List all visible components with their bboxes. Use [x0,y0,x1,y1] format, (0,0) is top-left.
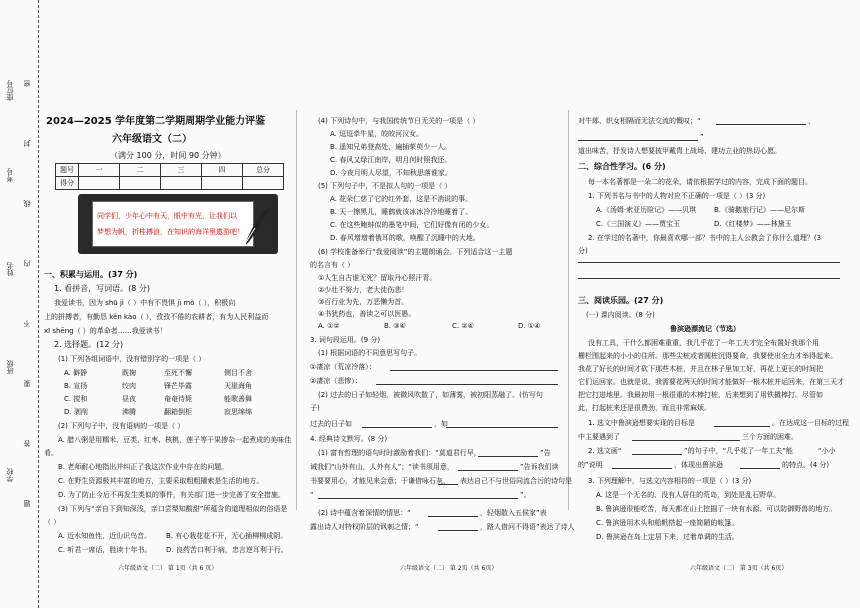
fold-label-2: 封 [23,140,31,147]
answer-line[interactable] [714,426,770,427]
s2-q1-option-b[interactable]: B.《骑鹅旅行记》——尼尔斯 [714,206,806,214]
fold-label-5: 不 [23,320,31,327]
q3-heading: 3. 词句段运用。(9 分) [310,336,381,344]
s2-q2: 2. 在学过的名著中，你最喜欢哪一部？书中的主人公教会了你什么道理？(3 [588,234,822,242]
motto-line-2: 梦想为帆，折桂搏浪，在知识的海洋里遨游吧！ [97,228,244,236]
poem-q3-end: 表达自己不与世俗同流合污的诗句是 [460,477,572,485]
section-3-heading: 三、阅读乐园。(27 分) [578,296,664,305]
option-word: 至死不懈 [164,369,192,377]
q6-choice-c[interactable]: C. ②④ [452,322,474,330]
reading-q2-end: 的特点。(4 分) [782,461,830,469]
exam-meta: （满分 100 分，时间 90 分钟） [110,151,226,160]
option-word: 沸腾 [122,408,136,416]
poem-q1: (1) 富有哲理的语句时时激励着我们：“莫道君行早， [318,449,481,457]
answer-line[interactable] [446,427,558,428]
seat-label: 座位号 [6,80,14,101]
answer-line[interactable] [578,140,698,141]
q6-quote-4: ④书犹药也，善读之可以医愚。 [318,310,416,318]
answer-line[interactable] [438,530,478,531]
answer-line[interactable] [632,454,682,455]
page-footer-1: 六年级语文（二） 第 1页（共 6 页） [118,565,218,572]
col3-top-line-3: 道出味苦，抒发诗人想要披甲戴胄上战场、建功立业的热切心愿。 [578,147,781,155]
exam-subject: 六年级语文（二） [112,134,192,145]
column-divider [568,110,569,510]
poem-q4-open: “ [310,491,314,499]
q6-quote-3: ③百行业为先，万恶懒为首。 [318,298,409,306]
reading-q2-line-2b: ，体现出鲁滨逊 [674,461,723,469]
poem-heading: 4. 经典诗文默写。(8 分) [310,435,388,443]
answer-line[interactable] [716,124,806,125]
q4-option-b[interactable]: B. 遥知兄弟登高处，遍插茱萸少一人。 [330,143,452,151]
q5-option-b[interactable]: B. 天一擦黑儿，睡鹤就该冰冰冷冷地睡着了。 [330,208,473,216]
q6-choice-a[interactable]: A. ①② [318,322,340,330]
name-label: 姓名 [6,262,14,276]
q2-2-option-d[interactable]: D. 为了防止今后不再发生类似的事件，有关部门进一步完善了安全措施。 [58,491,285,499]
q5-option-d[interactable]: D. 春风增增着俄耳的歌，唤醒了沉睡中的大地。 [330,234,480,242]
score-cell: 得分 [56,177,79,190]
score-cell: 总分 [243,164,284,177]
q1-line-1: 我爱读书，因为 shū jì（ ）中有不畏惧 jì mò（ ），积极向 [54,299,236,307]
q4-option-a[interactable]: A. 逗逗牵牛星，皎皎河汉女。 [330,130,424,138]
option-word: 侧目不舍 [224,369,252,377]
passage-line-2: 栅栏围起来的小小的住所。那些尖桩或者圆桩沉得要命，我要使出全力才举得起来。 [578,352,837,360]
answer-line[interactable] [428,516,478,517]
reading-q2: 2. 选文画“ [588,447,622,455]
exam-title: 2024—2025 学年度第二学期周期学业能力评鉴 [46,116,266,127]
reading-q1: 1. 选文中鲁滨逊想要实现的目标是 [588,419,695,427]
q4-option-d[interactable]: D. 今夜月明人尽望，不知秋思落谁家。 [330,169,452,177]
reading-q3-option-a[interactable]: A. 这是一个无名的、没有人居住的荒岛，到处是乱石野草。 [596,491,781,499]
q3-2: (2) 过去的日子如轻烟，被微风吹散了，如薄雾，被初阳蒸融了。(仿写句 [318,391,543,399]
s2-q1: 1. 下列书名与书中的人物对应不正确的一项是（ ）(3 分) [588,192,766,200]
q4-heading: (4) 下列诗句中，与我国传统节日无关的一项是（ ） [318,117,480,125]
poem-q5-end: ，轻烟散入五侯家”表 [480,509,547,517]
section-3-part-1: (一) 课内阅读。(8 分) [586,311,655,319]
page-footer-3: 六年级语文（二） 第 3页（共 6页） [690,565,788,572]
poem-q5: (2) 诗中蕴含着深情的情思：“ [318,509,411,517]
score-cell: 题号 [56,164,79,177]
q2-2-option-a[interactable]: A. 腊八粥是用糯米、豆类、红枣、核桃、莲子等干果掺杂一起煮成的美味佳 [58,436,292,444]
answer-line[interactable] [578,278,840,279]
fold-label-1: 密 [23,80,31,87]
id-label: 考号 [6,168,14,182]
answer-line[interactable] [632,440,740,441]
q2-1-option-a[interactable]: A. 僻静 [64,369,88,377]
section-1-heading: 一、积累与运用。(37 分) [44,270,138,279]
poem-q6: 露出诗人对特权阶层的讽刺之情；“ [310,523,419,531]
answer-line[interactable] [376,384,558,385]
motto-line-1: 同学们，少年心中有天，眼中有光，让我们以 [97,212,237,220]
section-2-heading: 二、综合性学习。(6 分) [578,162,666,171]
q1-heading: 1. 看拼音，写词语。(8 分) [54,284,151,293]
reading-q1-line-2: 中主要遇到了 [578,433,620,441]
score-cell[interactable] [79,177,120,190]
passage-title: 鲁滨逊漂流记（节选） [670,325,740,333]
col3-top-line-1: 对牛郎、织女相隔而无法交流的慨叹；“ [578,117,701,125]
passage-line-3: 我花了好长的时间才砍下那些木桩，并且在林子里加工好，再花上更长的时间把 [578,365,823,373]
option-word: 既掬 [122,369,136,377]
reading-q1-end: 三个方面的困难。 [742,433,798,441]
passage-line-1: 没有工具，干什么都困难重重，我几乎花了一年工夫才完全布置好我那个用 [588,339,819,347]
score-cell: 一 [79,164,120,177]
q6-choice-d[interactable]: D. ①④ [518,322,541,330]
option-word: 奄奄待毙 [164,395,192,403]
q3-2-prompt: 过去的日子如 [310,420,352,428]
reading-q2-mid: ”的句子中，“几乎花了一年工夫”能 [684,447,793,455]
s2-q1-option-a[interactable]: A.《汤姆·索亚历险记》——贝琪 [596,206,697,214]
section-2-intro: 每一本名著都是一朵二的花朵，请依根据学过的内容，完成下面的题目。 [588,178,812,186]
reading-q2-line-2: 的”说明 [578,461,603,469]
option-word: 翻箱倒柜 [164,408,192,416]
q2-1: (1) 下列各组词语中，没有错别字的一项是（ ） [58,355,206,363]
q3-1b: ②凄凉（悲惨）： [310,377,362,385]
fold-label-4: 内 [23,260,31,267]
option-word: 昼夜 [122,395,136,403]
q2-3-option-b[interactable]: B. 有心栽花花不开，无心插柳柳成阴。 [166,532,288,540]
q2-1-option-d[interactable]: D. 剥削 [64,408,88,416]
answer-line[interactable] [362,427,432,428]
q2-3-bracket: （ ） [44,518,61,526]
reading-q3-option-b[interactable]: B. 鲁滨逊很能吃苦，每天都在山上挖掘了一块有水源、可以防御野兽的地方。 [596,505,837,513]
s2-q2-cont: 分) [578,247,588,255]
q3-2-cont: 子) [310,404,320,412]
q6-quote-2: ②少壮不努力，老大徒伤悲！ [318,286,409,294]
reading-q3-option-d[interactable]: D. 鲁滨逊在岛上定居下来，过着单调的生活。 [596,533,739,541]
poem-q4-close: ”。 [520,491,531,499]
passage-line-4: 它们运回家。也就是说，我需要花两天的时间才能做好一根木桩并运回来，在第三天才 [578,378,844,386]
reading-q3: 3. 下列理解中，与选文内容相符的一项是（ ）(3 分) [588,477,752,485]
reading-q1-cont: 。在达成这一目标的过程 [772,419,849,427]
answer-line[interactable] [458,470,518,471]
fold-label-6: 要 [23,380,31,387]
q6-heading: (6) 学校准备举行“我爱阅读”的主题朗诵会。下列适合这一主题 [318,248,513,256]
q2-3-option-a[interactable]: A. 近水知鱼性，近山识鸟音。 [58,532,152,540]
score-cell[interactable] [202,177,243,190]
q2-3-option-c[interactable]: C. 听君一席话，胜读十年书。 [58,546,152,554]
q5-heading: (5) 下列句子中，不是拟人句的一项是（ ） [318,182,452,190]
q2-1-option-b[interactable]: B. 宣扬 [64,382,88,390]
option-word: 绞肉 [122,382,136,390]
answer-line[interactable] [390,370,558,371]
poem-q2: 诫我们“山外有山，人外有人”；“读书须用意， [310,463,454,471]
binding-strip [0,0,39,608]
poem-q6-end: ，路人借问不得语”表达了诗人 [480,523,575,531]
poem-q1-end: ”告 [540,449,551,457]
q6-choice-b[interactable]: B. ③④ [384,322,406,330]
page-footer-2: 六年级语文（二） 第 2页（共 6页） [400,565,498,572]
score-cell: 四 [202,164,243,177]
q5-option-c[interactable]: C. 在这些鲍蚌似的墨笔中间，它们好像有闭的少女。 [330,221,494,229]
answer-line[interactable] [740,468,780,469]
quill-icon [241,206,271,246]
passage-line-6: 此，打起桩来还是很费劲，而且非常麻烦。 [578,404,711,412]
q2-3: (3) 下列与“亲自下到知深浅，亲口尝梨知酸甜”所蕴含的道理相似的俗语是 [58,505,288,513]
col3-top-comma: ， [808,117,815,125]
fold-label-3: 线 [23,200,31,207]
score-cell[interactable] [161,177,202,190]
q1-line-3: xī shēng（ ）的革命者……我爱读书！ [44,327,167,335]
q6-quote-1: ①人生自古谁无死？留取丹心照汗青。 [318,274,437,282]
q5-option-a[interactable]: A. 花朵仁慈了它的红外套，这是不消说的事。 [330,195,473,203]
q2-2: (2) 下列句子中，没有语病的一项是（ ） [58,422,185,430]
motto-scroll [92,201,254,247]
fold-label-7: 答 [23,440,31,447]
q2-3-option-d[interactable]: D. 良药苦口利于病，忠言逆耳利于行。 [166,546,288,554]
answer-line[interactable] [612,468,672,469]
score-cell: 三 [161,164,202,177]
answer-line[interactable] [478,456,538,457]
q2-2-option-a-cont: 肴。 [44,449,58,457]
option-word: 天崖海角 [224,382,252,390]
q2-2-option-c[interactable]: C. 在野生资源极其丰富的地方，主要采取粗粗擢索是生活的地方。 [58,477,264,485]
poem-q3: 书要要用心，才能见来会意；于谦借咏石灰， [310,477,450,485]
reading-q2-tail: “小小 [818,447,836,455]
poem-q2-end: ”告诉我们读 [520,463,559,471]
answer-line[interactable] [438,484,458,485]
q2-1-option-c[interactable]: C. 搅和 [64,395,88,403]
q2-2-option-b[interactable]: B. 老师耐心地指出并纠正了我这次作业中存在的问题。 [58,463,229,471]
class-label: 班级 [6,360,14,374]
answer-line[interactable] [318,498,518,499]
passage-line-5: 把它打进地里。我最初用一根很重的木棒打桩，后来想到了用铁撬棒打。尽管如 [578,391,823,399]
score-table [55,163,284,190]
answer-line[interactable] [578,262,840,263]
s2-q1-option-c[interactable]: C.《三国演义》——贾宝玉 [596,220,681,228]
option-word: 能歌善舞 [224,395,252,403]
school-label: 学校 [6,468,14,482]
option-word: 寂思绵绵 [224,408,252,416]
q3-1: (1) 根据词语的不同意思写句子。 [318,349,422,357]
q3-2-prompt-2: ，如 [434,420,448,428]
column-divider [296,110,297,510]
col3-top-close-quote: ” [700,133,704,141]
q3-1a: ①凄凉（荒凉冷落）： [310,363,376,371]
q4-option-c[interactable]: C. 春风又绿江南岸，明月何时照我还。 [330,156,452,164]
score-cell: 二 [120,164,161,177]
q2-heading: 2. 选择题。(12 分) [54,340,124,349]
fold-label-8: 题 [23,500,31,507]
motto-banner [78,194,278,254]
s2-q1-option-d[interactable]: D.《红楼梦》——林黛玉 [714,220,792,228]
option-word: 锋芒毕露 [164,382,192,390]
q1-line-2: 上的拼搏者，有勤恳 kěn kào（ ），孜孜不倦的农耕者，有为人民利益而 [44,313,269,321]
q6-heading-cont: 的名言有（ ） [310,261,355,269]
reading-q3-option-c[interactable]: C. 鲁滨逊用木头和船帆搭起一座简陋的帐篷。 [596,519,739,527]
score-cell[interactable] [120,177,161,190]
score-cell[interactable] [243,177,284,190]
